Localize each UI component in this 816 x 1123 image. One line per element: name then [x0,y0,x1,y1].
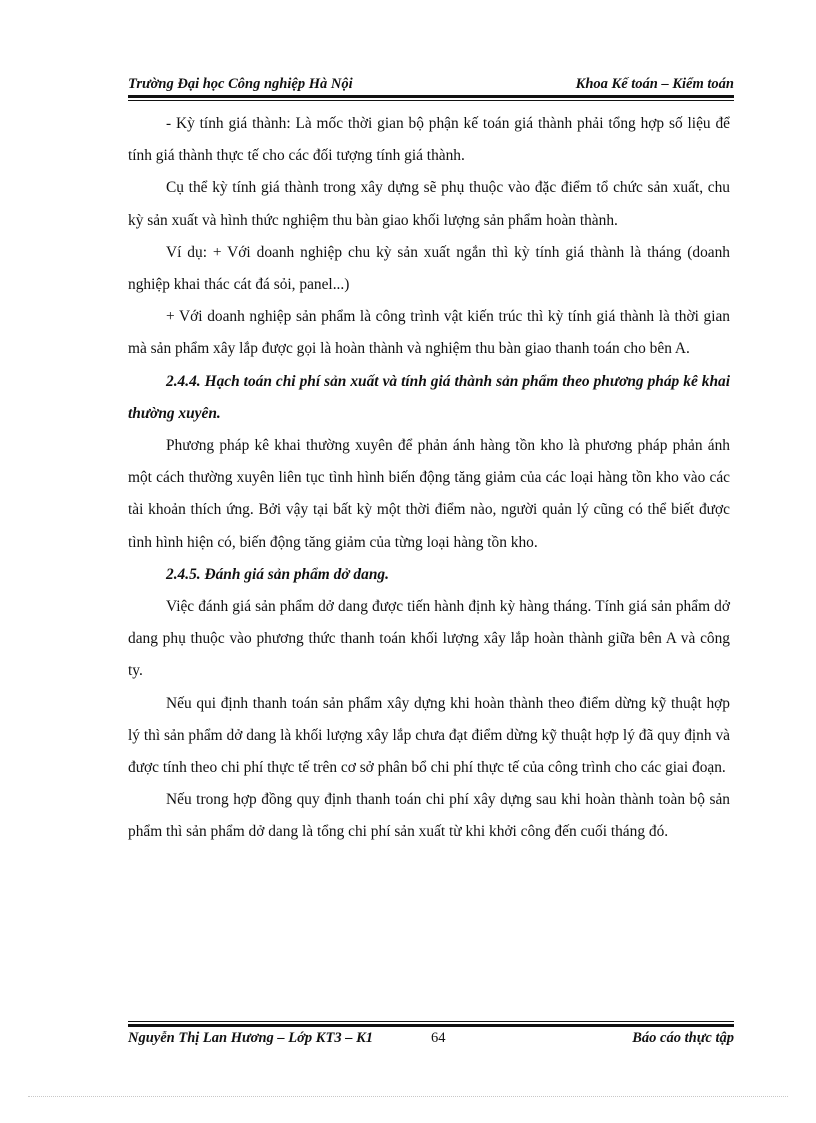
header-faculty: Khoa Kế toán – Kiểm toán [575,76,734,92]
page-header [128,76,734,93]
header-rule-thick [128,95,734,98]
document-body [128,108,730,849]
paragraph: Ví dụ: + Với doanh nghiệp chu kỳ sản xuất ngắn thì kỳ tính giá thành là tháng (doanh nghiệp khai thác cát đá sỏi, panel...) [128,243,730,294]
footer-report-title: Báo cáo thực tập [632,1030,734,1046]
paragraph: - Kỳ tính giá thành: Là mốc thời gian bộ phận kế toán giá thành phải tổng hợp số liệu để tính giá thành thực tế cho các đối tượng tính giá thành. [128,115,730,165]
paragraph: Phương pháp kê khai thường xuyên để phản ánh hàng tồn kho là phương pháp phản ánh một cách thường xuyên liên tục tình hình biến động tăng giảm của các loại hàng tồn kho vào các tài khoản thích ứng. Bởi vậy tại bất kỳ một thời điểm nào, người quản lý cũng có thể biết được tình hình hiện có, biến động tăng giảm của từng loại hàng tồn kho. [128,437,730,551]
header-university: Trường Đại học Công nghiệp Hà Nội [128,76,353,92]
paragraph: Cụ thể kỳ tính giá thành trong xây dựng sẽ phụ thuộc vào đặc điểm tổ chức sản xuất, chu kỳ sản xuất và hình thức nghiệm thu bàn giao khối lượng sản phẩm hoàn thành. [128,179,730,229]
footer-rule-thin [128,1021,734,1022]
paragraph: Nếu qui định thanh toán sản phẩm xây dựng khi hoàn thành theo điểm dừng kỹ thuật hợp lý thì sản phẩm dở dang là khối lượng xây lắp chưa đạt điểm dừng kỹ thuật hợp lý đã quy định và được tính theo chi phí thực tế trên cơ sở phân bổ chi phí thực tế của công trình cho các giai đoạn. [128,694,730,777]
section-heading-2-4-5: 2.4.5. Đánh giá sản phẩm dở dang. [166,565,389,583]
header-rule-thin [128,100,734,101]
footer-author: Nguyễn Thị Lan Hương – Lớp KT3 – K1 [128,1030,373,1046]
page-number: 64 [431,1030,446,1046]
paragraph: Nếu trong hợp đồng quy định thanh toán chi phí xây dựng sau khi hoàn thành toàn bộ sản phẩm thì sản phẩm dở dang là tổng chi phí sản xuất từ khi khởi công đến cuối tháng đó. [128,791,730,841]
paragraph: Việc đánh giá sản phẩm dở dang được tiến hành định kỳ hàng tháng. Tính giá sản phẩm dở dang phụ thuộc vào phương thức thanh toán khối lượng xây lắp hoàn thành giữa bên A và công ty. [128,598,730,680]
footer-rule-thick [128,1024,734,1027]
page-bottom-border [28,1096,788,1097]
section-heading-2-4-4: 2.4.4. Hạch toán chi phí sản xuất và tính giá thành sản phẩm theo phương pháp kê khai thường xuyên. [128,372,730,422]
paragraph: + Với doanh nghiệp sản phẩm là công trình vật kiến trúc thì kỳ tính giá thành là thời gian mà sản phẩm xây lắp được gọi là hoàn thành và nghiệm thu bàn giao thanh toán cho bên A. [128,308,730,358]
